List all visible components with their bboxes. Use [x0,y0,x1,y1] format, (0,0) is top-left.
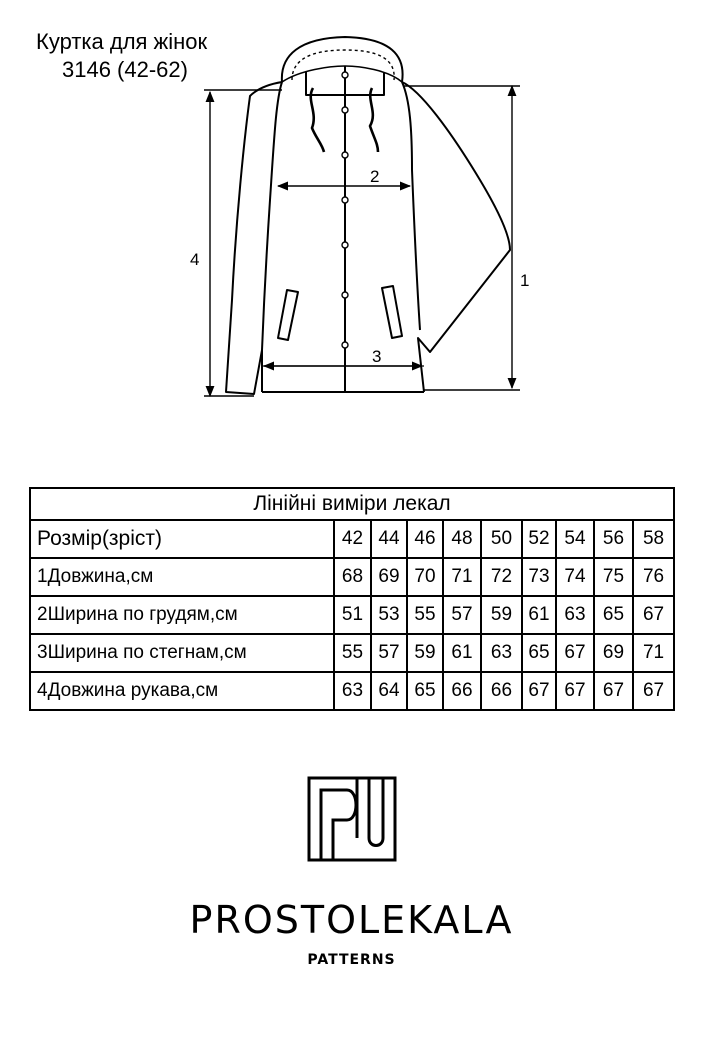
row-label: 3Ширина по стегнам,см [30,634,334,672]
brand-monogram-icon [307,768,397,864]
value-cell: 55 [334,634,371,672]
value-cell: 66 [481,672,522,710]
value-cell: 71 [443,558,481,596]
value-cell: 57 [371,634,407,672]
value-cell: 76 [633,558,674,596]
body-left [226,82,282,394]
drawstring-left [311,88,324,152]
row-label: 2Ширина по грудям,см [30,596,334,634]
size-cell: 52 [522,520,556,558]
value-cell: 72 [481,558,522,596]
measure-4-label: 4 [190,250,200,269]
table-row [30,558,674,596]
value-cell: 64 [371,672,407,710]
jacket-technical-drawing [0,0,703,460]
value-cell: 63 [334,672,371,710]
value-cell: 63 [481,634,522,672]
measurements-table-container [29,487,673,711]
value-cell: 68 [334,558,371,596]
value-cell: 67 [633,672,674,710]
value-cell: 71 [633,634,674,672]
value-cell: 66 [443,672,481,710]
size-cell: 58 [633,520,674,558]
value-cell: 65 [594,596,633,634]
table-header-row [30,520,674,558]
measure-3-label: 3 [372,347,382,366]
value-cell: 67 [633,596,674,634]
value-cell: 59 [407,634,443,672]
value-cell: 69 [594,634,633,672]
measure-2-label: 2 [370,167,380,186]
size-header: Розмір(зріст) [30,520,334,558]
size-cell: 46 [407,520,443,558]
product-code: 3146 (42-62) [62,57,188,82]
pocket-right [382,286,402,338]
product-name: Куртка для жінок [36,29,208,54]
size-cell: 56 [594,520,633,558]
measure-1-label: 1 [520,271,530,290]
value-cell: 63 [556,596,594,634]
value-cell: 65 [522,634,556,672]
size-cell: 42 [334,520,371,558]
brand-name: PROSTOLEKALA [189,898,514,942]
value-cell: 65 [407,672,443,710]
value-cell: 59 [481,596,522,634]
value-cell: 67 [594,672,633,710]
brand-logo [0,760,703,968]
brand-subtitle: PATTERNS [307,952,396,968]
table-row [30,672,674,710]
value-cell: 51 [334,596,371,634]
size-cell: 54 [556,520,594,558]
value-cell: 74 [556,558,594,596]
value-cell: 61 [522,596,556,634]
value-cell: 55 [407,596,443,634]
body-right [402,82,510,392]
value-cell: 70 [407,558,443,596]
measurements-table [29,487,675,711]
value-cell: 69 [371,558,407,596]
value-cell: 67 [556,634,594,672]
table-caption-row [30,488,674,520]
size-cell: 48 [443,520,481,558]
size-cell: 44 [371,520,407,558]
value-cell: 53 [371,596,407,634]
table-row [30,634,674,672]
table-caption: Лінійні виміри лекал [30,488,674,520]
value-cell: 61 [443,634,481,672]
pocket-left [278,290,298,340]
value-cell: 67 [556,672,594,710]
size-cell: 50 [481,520,522,558]
value-cell: 67 [522,672,556,710]
row-label: 1Довжина,см [30,558,334,596]
table-row [30,596,674,634]
row-label: 4Довжина рукава,см [30,672,334,710]
value-cell: 73 [522,558,556,596]
value-cell: 57 [443,596,481,634]
value-cell: 75 [594,558,633,596]
drawstring-right [370,88,378,152]
